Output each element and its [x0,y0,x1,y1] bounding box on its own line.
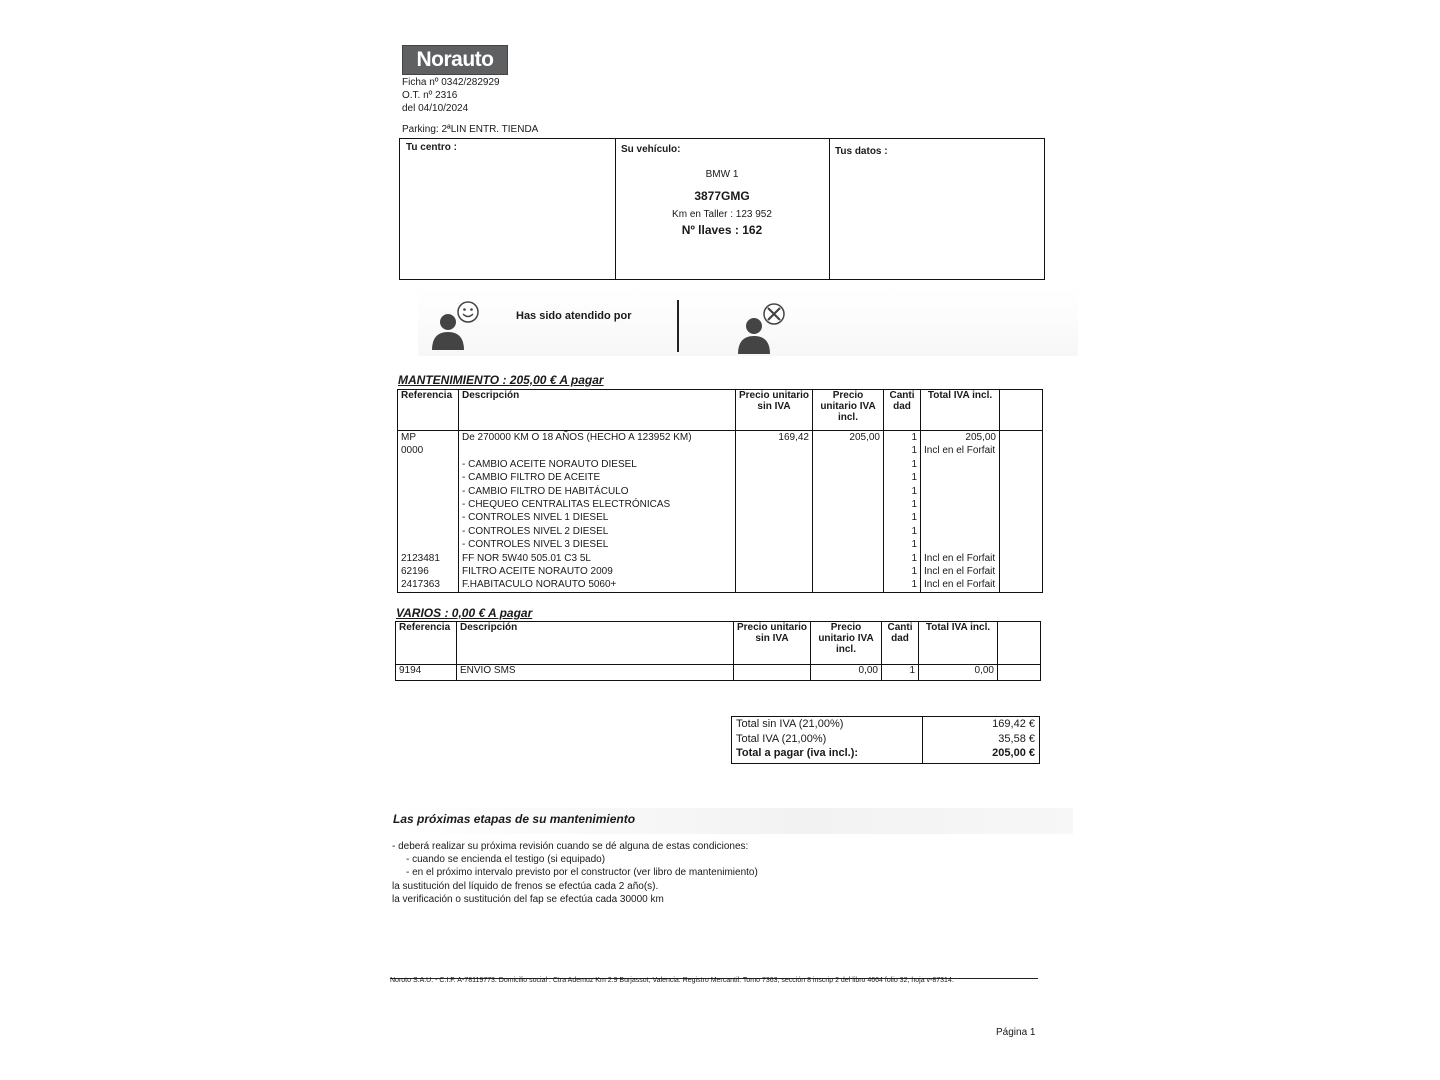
desc-item: - CAMBIO FILTRO DE ACEITE [462,472,601,484]
qty: 1 [911,565,917,577]
condition-line: - deberá realizar su próxima revisión cuando se dé alguna de estas condiciones: [392,841,749,852]
qty: 1 [911,472,917,484]
col-referencia: Referencia [398,390,459,431]
total-value: 205,00 [965,432,996,443]
empty-cell [1000,431,1043,593]
total-cell [921,431,1000,593]
precio-iva-value: 205,00 [849,432,880,443]
mechanic-tools-icon [734,298,794,354]
col-total: Total IVA incl. [919,622,998,665]
total-sin-iva-label: Total sin IVA (21,00%) [736,718,844,730]
desc-item: - CHEQUEO CENTRALITAS ELECTRÓNICAS [462,498,671,510]
datos-column [829,139,1044,279]
page-number: Página 1 [996,1027,1036,1038]
document-date: del 04/10/2024 [402,103,469,114]
keys-number: Nº llaves : 162 [681,223,763,237]
varios-table [395,621,1041,681]
ficha-number: Ficha nº 0342/282929 [402,77,500,88]
precio-sin-iva-value: 169,42 [778,432,809,443]
total-pagar-label: Total a pagar (iva incl.): [736,747,859,759]
qty: 1 [911,485,917,497]
col-empty [1000,390,1043,431]
qty: 1 [911,512,917,524]
mantenimiento-title: MANTENIMIENTO : 205,00 € A pagar [398,373,604,387]
ref-item: 2123481 [401,552,440,564]
ref-cell: 9194 [396,665,457,681]
condition-line: - cuando se encienda el testigo (si equipado) [406,854,606,866]
desc-cell: ENVIO SMS [457,665,734,681]
total-cell: 0,00 [919,665,998,681]
desc-item: F.HABITACULO NORAUTO 5060+ [462,579,617,591]
centro-column [400,139,616,279]
totals-labels [732,717,923,763]
total-iva-label: Total IVA (21,00%) [736,732,827,745]
col-empty [998,622,1041,665]
qty: 1 [911,539,917,551]
vehiculo-column [615,139,830,279]
col-descripcion: Descripción [457,622,734,665]
ref-item: 2417363 [401,579,440,591]
ref-item: 62196 [401,565,429,577]
qty: 1 [911,498,917,510]
datos-label: Tus datos : [835,146,888,157]
attended-by-label: Has sido atendido por [516,310,632,322]
qty: 1 [911,525,917,537]
total-sin-iva-value: 169,42 € [992,718,1035,730]
qty: 1 [911,458,917,470]
vehicle-model: BMW 1 [705,169,739,180]
col-precio-iva: Precio unitario IVA incl. [813,390,884,431]
empty-cell [998,665,1041,681]
advisor-smile-icon [428,298,488,350]
legal-footer: Noroto S.A.U. - C.I.F. A-78119773. Domicilio social : Ctra Ademuz Km 2.9 Burjassot, Valencia. Registro Mercantil. Tomo 7363, sección 8 inscrip 2 del libro 4664 folio 32, hoja v-87314. [390,977,954,984]
attended-by-strip [418,288,1078,356]
total-iva-value: 35,58 € [998,732,1035,745]
parking-info: Parking: 2ªLIN ENTR. TIENDA [402,124,539,135]
mileage: Km en Taller : 123 952 [672,209,772,220]
qty: 1 [911,432,917,443]
total-value: Incl en el Forfait [924,445,996,457]
col-descripcion: Descripción [459,390,736,431]
total-pagar-value: 205,00 € [992,747,1035,759]
ref-item: MP [401,432,416,443]
next-maintenance-text [392,840,758,906]
col-cantidad: Cantidad [882,622,919,665]
condition-line: - en el próximo intervalo previsto por el constructor (ver libro de mantenimiento) [406,867,758,879]
ref-item: 0000 [401,445,424,457]
vehiculo-label: Su vehículo: [621,144,681,155]
precio-sin-iva-cell [734,665,811,681]
totals-values [918,717,1039,763]
col-precio-iva: Precio unitario IVA incl. [811,622,882,665]
precio-iva-cell: 0,00 [811,665,882,681]
desc-item: - CAMBIO FILTRO DE HABITÁCULO [462,485,629,497]
col-cantidad: Cantidad [884,390,921,431]
desc-item: FILTRO ACEITE NORAUTO 2009 [462,565,613,577]
col-referencia: Referencia [396,622,457,665]
varios-title: VARIOS : 0,00 € A pagar [396,606,533,620]
next-maintenance-banner [393,808,1073,834]
norauto-logo: Norauto [402,45,508,75]
qty: 1 [911,445,917,457]
desc-cell [459,431,736,593]
total-value: Incl en el Forfait [924,552,996,564]
total-value: Incl en el Forfait [924,565,996,577]
ot-number: O.T. nº 2316 [402,90,458,101]
col-precio-sin-iva: Precio unitario sin IVA [736,390,813,431]
next-maintenance-title: Las próximas etapas de su mantenimiento [393,812,636,826]
centro-label: Tu centro : [406,142,457,153]
mantenimiento-table [397,389,1043,593]
desc-item: - CONTROLES NIVEL 2 DIESEL [462,525,609,537]
desc-item: - CONTROLES NIVEL 3 DIESEL [462,539,609,551]
desc-item: FF NOR 5W40 505.01 C3 5L [462,552,591,564]
desc-item: De 270000 KM O 18 AÑOS (HECHO A 123952 KM) [462,432,692,443]
desc-item: - CAMBIO ACEITE NORAUTO DIESEL [462,458,637,470]
cantidad-cell: 1 [882,665,919,681]
attended-divider [677,300,679,352]
table-row [396,665,1041,681]
precio-iva-cell [813,431,884,593]
col-precio-sin-iva: Precio unitario sin IVA [734,622,811,665]
info-box [399,138,1045,280]
cantidad-cell [884,431,921,593]
qty: 1 [911,579,917,591]
precio-sin-iva-cell [736,431,813,593]
col-total: Total IVA incl. [921,390,1000,431]
qty: 1 [911,552,917,564]
license-plate: 3877GMG [694,189,750,203]
condition-line: la verificación o sustitución del fap se efectúa cada 30000 km [392,893,664,905]
ref-cell [398,431,459,593]
total-value: Incl en el Forfait [924,579,996,591]
table-row [398,431,1043,593]
condition-line: la sustitución del líquido de frenos se efectúa cada 2 año(s). [392,880,659,892]
totals-box [731,716,1040,764]
desc-item: - CONTROLES NIVEL 1 DIESEL [462,512,609,524]
